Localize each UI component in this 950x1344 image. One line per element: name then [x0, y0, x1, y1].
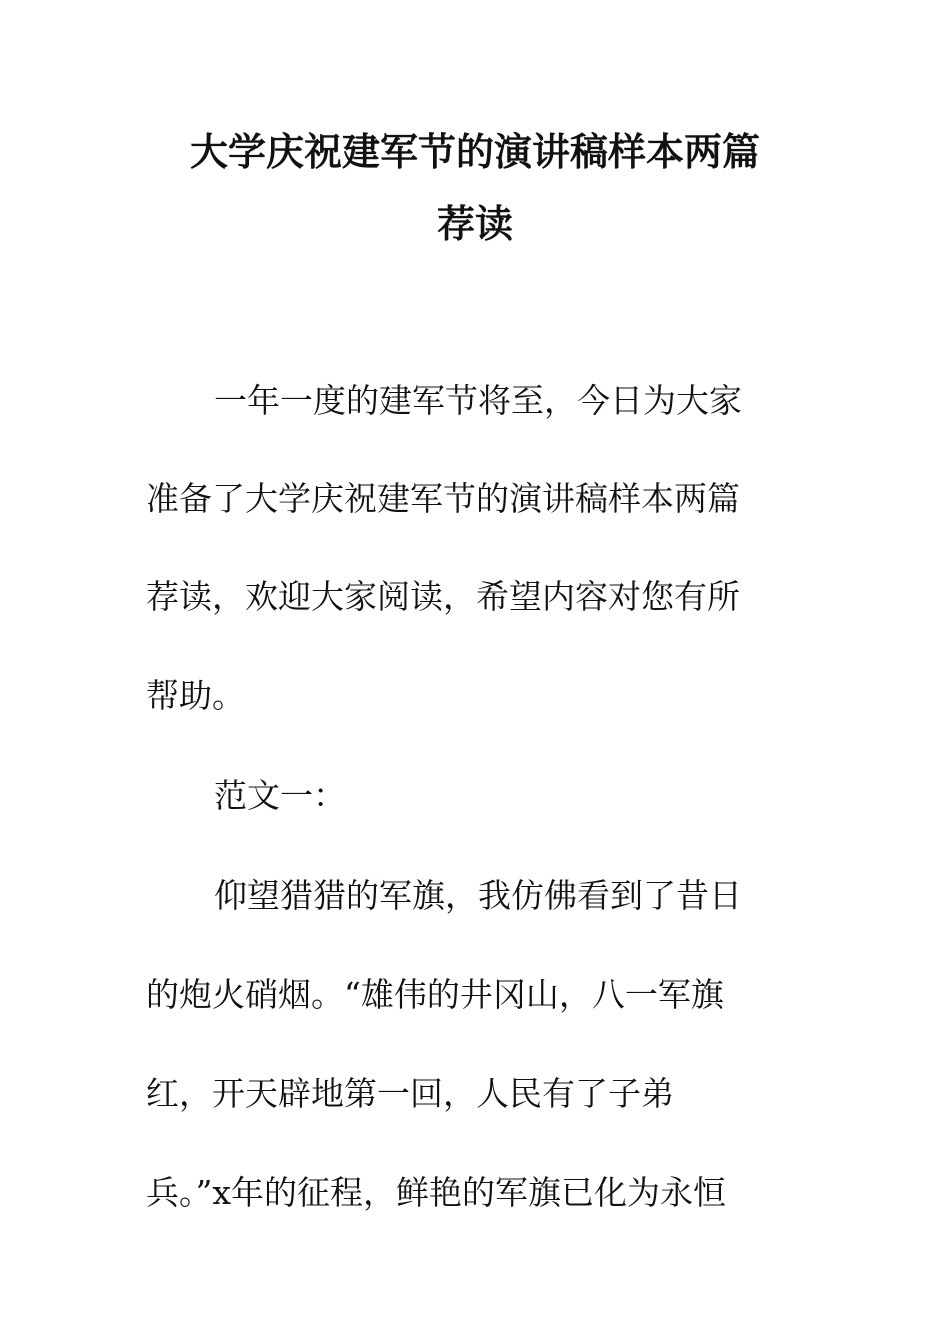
paragraph-line: 准备了大学庆祝建军节的演讲稿样本两篇: [146, 479, 740, 518]
section-heading: 范文一：: [214, 776, 346, 815]
paragraph-line: 的炮火硝烟。“雄伟的井冈山，八一军旗: [146, 975, 724, 1014]
paragraph-line: 一年一度的建军节将至，今日为大家: [214, 381, 742, 420]
paragraph-line: 仰望猎猎的军旗，我仿佛看到了昔日: [214, 876, 742, 915]
document-title-line-2: 荐读: [436, 201, 513, 246]
paragraph-line: 帮助。: [146, 676, 245, 715]
document-title-line-1: 大学庆祝建军节的演讲稿样本两篇: [189, 129, 760, 174]
paragraph-line: 红，开天辟地第一回，人民有了子弟: [146, 1074, 674, 1113]
paragraph-line: 荐读，欢迎大家阅读，希望内容对您有所: [146, 577, 740, 616]
paragraph-line: 兵。”x年的征程，鲜艳的军旗已化为永恒: [146, 1173, 726, 1212]
